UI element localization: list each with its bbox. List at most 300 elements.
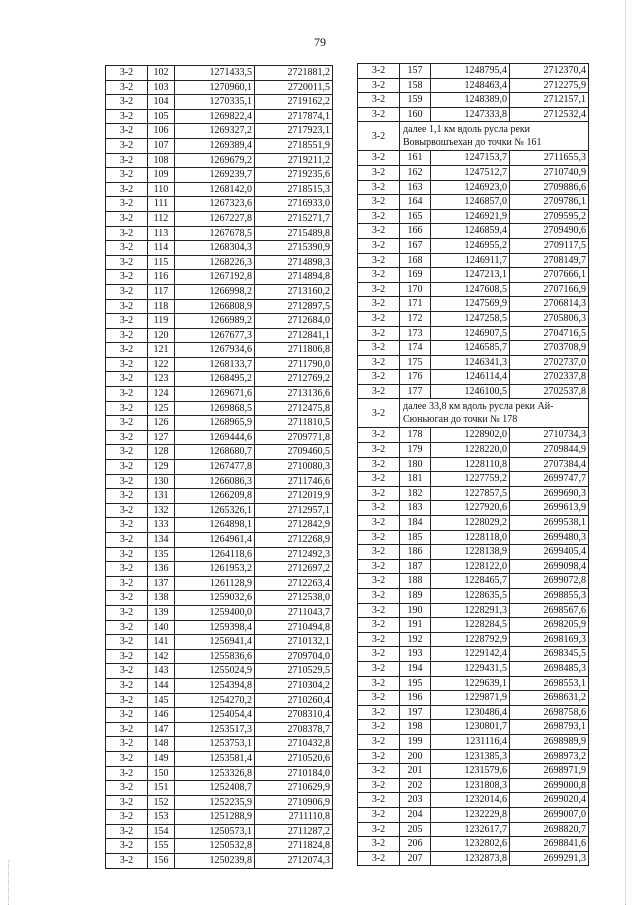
table-cell: 166 <box>400 224 431 239</box>
table-cell: 157 <box>400 64 431 79</box>
table-row <box>358 195 589 210</box>
table-row <box>106 751 333 766</box>
table-cell: 2710184,0 <box>255 766 333 781</box>
table-cell: 3-2 <box>106 722 148 737</box>
table-cell: 152 <box>148 795 175 810</box>
table-cell: 2698169,3 <box>510 632 589 647</box>
table-cell: 3-2 <box>358 764 400 779</box>
table-row <box>358 107 589 122</box>
table-cell: 2712263,4 <box>255 576 333 591</box>
table-cell: 3-2 <box>106 620 148 635</box>
table-cell: 3-2 <box>358 311 400 326</box>
table-cell: 3-2 <box>358 326 400 341</box>
table-cell: 1228110,8 <box>431 457 510 472</box>
table-row <box>106 781 333 796</box>
table-cell: 3-2 <box>358 749 400 764</box>
table-cell: 2709886,6 <box>510 180 589 195</box>
table-row <box>106 605 333 620</box>
table-cell: 109 <box>148 168 175 183</box>
table-cell: 2711655,3 <box>510 151 589 166</box>
table-cell: 125 <box>148 401 175 416</box>
table-cell: 1247512,7 <box>431 165 510 180</box>
table-row <box>358 501 589 516</box>
table-cell: 1266808,9 <box>175 299 255 314</box>
table-row <box>106 241 333 256</box>
table-cell: 2712697,2 <box>255 562 333 577</box>
table-cell: 1247258,5 <box>431 311 510 326</box>
table-cell: 207 <box>400 851 431 866</box>
table-cell: 113 <box>148 226 175 241</box>
table-cell: 2713160,2 <box>255 284 333 299</box>
table-cell: 155 <box>148 839 175 854</box>
table-cell: 3-2 <box>106 518 148 533</box>
table-row <box>106 635 333 650</box>
table-cell: 2714894,8 <box>255 270 333 285</box>
table-cell: 3-2 <box>106 153 148 168</box>
table-cell: 3-2 <box>358 603 400 618</box>
table-cell: 3-2 <box>106 766 148 781</box>
table-cell: 3-2 <box>106 284 148 299</box>
table-row <box>358 574 589 589</box>
table-row <box>358 282 589 297</box>
table-row <box>106 576 333 591</box>
table-cell: 2699020,4 <box>510 793 589 808</box>
table-row <box>106 138 333 153</box>
table-cell: 1268133,7 <box>175 357 255 372</box>
table-row <box>358 457 589 472</box>
table-row <box>358 428 589 443</box>
table-cell: 3-2 <box>358 282 400 297</box>
table-row <box>106 343 333 358</box>
table-cell: 2698855,3 <box>510 589 589 604</box>
table-row <box>358 691 589 706</box>
table-cell: 2710734,3 <box>510 428 589 443</box>
table-cell: 200 <box>400 749 431 764</box>
table-cell: 3-2 <box>358 559 400 574</box>
table-cell: 174 <box>400 341 431 356</box>
table-cell: 158 <box>400 78 431 93</box>
table-cell: 2718551,9 <box>255 138 333 153</box>
table-cell: 1264961,4 <box>175 533 255 548</box>
table-cell: 3-2 <box>358 734 400 749</box>
table-row <box>106 810 333 825</box>
table-cell: 1255024,9 <box>175 664 255 679</box>
table-cell: 2702337,8 <box>510 370 589 385</box>
table-cell: 1228138,9 <box>431 545 510 560</box>
table-cell: 148 <box>148 737 175 752</box>
table-cell: 2712475,8 <box>255 401 333 416</box>
table-row <box>358 486 589 501</box>
table-cell: 1259032,6 <box>175 591 255 606</box>
right-table-body <box>358 64 589 866</box>
table-cell: 1227759,2 <box>431 472 510 487</box>
table-cell: 1247213,1 <box>431 268 510 283</box>
table-cell: 105 <box>148 109 175 124</box>
table-cell: 169 <box>400 268 431 283</box>
table-cell: 3-2 <box>358 209 400 224</box>
table-cell: 3-2 <box>106 255 148 270</box>
left-coordinates-table <box>105 65 333 869</box>
table-cell: 159 <box>400 93 431 108</box>
table-cell: 170 <box>400 282 431 297</box>
table-cell: 3-2 <box>106 576 148 591</box>
table-cell: 122 <box>148 357 175 372</box>
table-row <box>358 443 589 458</box>
table-row <box>358 355 589 370</box>
table-cell: 2721881,2 <box>255 66 333 81</box>
table-cell: 118 <box>148 299 175 314</box>
table-cell: 2708378,7 <box>255 722 333 737</box>
table-cell: 2699098,4 <box>510 559 589 574</box>
table-cell: 187 <box>400 559 431 574</box>
table-cell: 102 <box>148 66 175 81</box>
table-cell: 3-2 <box>358 837 400 852</box>
table-cell: 2709844,9 <box>510 443 589 458</box>
table-cell: 1247333,8 <box>431 107 510 122</box>
table-cell: 1253517,3 <box>175 722 255 737</box>
table-cell: 2709786,1 <box>510 195 589 210</box>
table-row <box>358 793 589 808</box>
table-cell: 1247153,7 <box>431 151 510 166</box>
table-cell: 3-2 <box>358 268 400 283</box>
table-row <box>106 197 333 212</box>
table-row <box>106 226 333 241</box>
table-row <box>106 95 333 110</box>
table-cell: 2715489,8 <box>255 226 333 241</box>
table-cell: 184 <box>400 516 431 531</box>
table-cell: 1232014,6 <box>431 793 510 808</box>
table-row <box>358 837 589 852</box>
table-cell: 2710740,9 <box>510 165 589 180</box>
table-row <box>358 764 589 779</box>
table-row <box>106 518 333 533</box>
table-cell: 1228122,0 <box>431 559 510 574</box>
table-cell: 2699690,3 <box>510 486 589 501</box>
table-cell: 1246955,2 <box>431 238 510 253</box>
table-cell: 1246921,9 <box>431 209 510 224</box>
table-cell: 3-2 <box>106 109 148 124</box>
table-cell: 1250573,1 <box>175 824 255 839</box>
table-cell: 131 <box>148 489 175 504</box>
table-cell: 1246859,4 <box>431 224 510 239</box>
table-cell: 3-2 <box>358 851 400 866</box>
table-cell: 3-2 <box>106 795 148 810</box>
table-cell: 1253753,1 <box>175 737 255 752</box>
table-cell: 3-2 <box>106 314 148 329</box>
table-cell: 2709460,5 <box>255 445 333 460</box>
table-row <box>106 460 333 475</box>
table-cell: 154 <box>148 824 175 839</box>
table-cell: 165 <box>400 209 431 224</box>
table-cell: 144 <box>148 678 175 693</box>
table-cell: 1266209,8 <box>175 489 255 504</box>
table-cell: 3-2 <box>358 807 400 822</box>
table-row <box>358 297 589 312</box>
table-row <box>106 824 333 839</box>
table-cell: 2698567,6 <box>510 603 589 618</box>
table-cell: 1268226,3 <box>175 255 255 270</box>
table-cell: 1254394,8 <box>175 678 255 693</box>
table-row <box>358 559 589 574</box>
table-cell: 1270960,1 <box>175 80 255 95</box>
table-cell: 2717874,1 <box>255 109 333 124</box>
table-cell: 2712492,3 <box>255 547 333 562</box>
table-cell: 198 <box>400 720 431 735</box>
table-cell: 1268142,0 <box>175 182 255 197</box>
table-cell: 2720011,5 <box>255 80 333 95</box>
table-cell: 3-2 <box>358 399 400 428</box>
table-cell: 2712897,5 <box>255 299 333 314</box>
table-cell: 2710494,8 <box>255 620 333 635</box>
table-cell: 134 <box>148 533 175 548</box>
table-cell: 3-2 <box>106 343 148 358</box>
table-cell: 2719235,6 <box>255 168 333 183</box>
table-row <box>358 778 589 793</box>
table-cell: 3-2 <box>106 489 148 504</box>
table-cell: 3-2 <box>358 238 400 253</box>
table-cell: 128 <box>148 445 175 460</box>
table-cell: 2698631,2 <box>510 691 589 706</box>
table-cell: 153 <box>148 810 175 825</box>
table-cell: 1231579,6 <box>431 764 510 779</box>
table-cell: 1259400,0 <box>175 605 255 620</box>
table-cell: 1246911,7 <box>431 253 510 268</box>
table-row <box>106 620 333 635</box>
table-row <box>358 661 589 676</box>
table-cell: 149 <box>148 751 175 766</box>
river-segment-note: далее 1,1 км вдоль русла реки Вовырвошъехан до точки № 161 <box>400 122 589 151</box>
table-cell: 1232617,7 <box>431 822 510 837</box>
table-cell: 1267227,8 <box>175 211 255 226</box>
table-row <box>358 93 589 108</box>
table-cell: 161 <box>400 151 431 166</box>
table-cell: 3-2 <box>106 182 148 197</box>
table-cell: 103 <box>148 80 175 95</box>
table-cell: 2719211,2 <box>255 153 333 168</box>
table-cell: 2710132,1 <box>255 635 333 650</box>
table-cell: 115 <box>148 255 175 270</box>
table-cell: 1228029,2 <box>431 516 510 531</box>
table-cell: 3-2 <box>106 138 148 153</box>
table-cell: 3-2 <box>358 195 400 210</box>
table-row <box>106 693 333 708</box>
table-row <box>106 708 333 723</box>
table-row <box>106 153 333 168</box>
table-cell: 3-2 <box>106 372 148 387</box>
table-cell: 2698485,3 <box>510 661 589 676</box>
table-cell: 1253326,8 <box>175 766 255 781</box>
table-cell: 1259398,4 <box>175 620 255 635</box>
table-cell: 175 <box>400 355 431 370</box>
table-cell: 3-2 <box>358 224 400 239</box>
table-cell: 1261128,9 <box>175 576 255 591</box>
table-row <box>106 255 333 270</box>
table-row <box>358 78 589 93</box>
table-cell: 1266998,2 <box>175 284 255 299</box>
table-row <box>358 326 589 341</box>
table-cell: 3-2 <box>106 547 148 562</box>
table-cell: 3-2 <box>106 387 148 402</box>
table-row <box>358 589 589 604</box>
table-cell: 3-2 <box>358 253 400 268</box>
table-cell: 3-2 <box>358 341 400 356</box>
table-cell: 2712538,0 <box>255 591 333 606</box>
table-cell: 2710080,3 <box>255 460 333 475</box>
table-row <box>106 766 333 781</box>
table-cell: 1267934,6 <box>175 343 255 358</box>
table-row <box>106 124 333 139</box>
table-cell: 151 <box>148 781 175 796</box>
table-cell: 1265326,1 <box>175 503 255 518</box>
table-cell: 2709595,2 <box>510 209 589 224</box>
table-cell: 1229639,1 <box>431 676 510 691</box>
table-cell: 1256941,4 <box>175 635 255 650</box>
table-cell: 160 <box>400 107 431 122</box>
table-cell: 3-2 <box>358 705 400 720</box>
table-cell: 1269389,4 <box>175 138 255 153</box>
table-cell: 1247569,9 <box>431 297 510 312</box>
table-cell: 2713136,6 <box>255 387 333 402</box>
table-cell: 2712370,4 <box>510 64 589 79</box>
table-cell: 3-2 <box>106 211 148 226</box>
table-cell: 1246857,0 <box>431 195 510 210</box>
table-cell: 189 <box>400 589 431 604</box>
table-cell: 180 <box>400 457 431 472</box>
table-row <box>358 720 589 735</box>
table-cell: 1271433,5 <box>175 66 255 81</box>
table-cell: 186 <box>400 545 431 560</box>
table-cell: 1232229,8 <box>431 807 510 822</box>
table-row <box>358 530 589 545</box>
table-row <box>106 547 333 562</box>
table-cell: 179 <box>400 443 431 458</box>
table-cell: 1268680,7 <box>175 445 255 460</box>
table-cell: 3-2 <box>106 66 148 81</box>
table-cell: 1248463,4 <box>431 78 510 93</box>
table-cell: 2699072,8 <box>510 574 589 589</box>
table-cell: 195 <box>400 676 431 691</box>
table-cell: 176 <box>400 370 431 385</box>
table-cell: 2716933,0 <box>255 197 333 212</box>
table-cell: 3-2 <box>358 501 400 516</box>
table-cell: 2698553,1 <box>510 676 589 691</box>
table-row <box>358 851 589 866</box>
table-cell: 183 <box>400 501 431 516</box>
table-cell: 3-2 <box>358 486 400 501</box>
table-cell: 3-2 <box>106 693 148 708</box>
table-cell: 3-2 <box>106 416 148 431</box>
table-cell: 1269868,5 <box>175 401 255 416</box>
table-cell: 3-2 <box>358 122 400 151</box>
table-cell: 3-2 <box>106 328 148 343</box>
table-row <box>358 749 589 764</box>
table-cell: 2702537,8 <box>510 384 589 399</box>
table-cell: 3-2 <box>106 708 148 723</box>
table-cell: 2709704,0 <box>255 649 333 664</box>
table-cell: 1228284,5 <box>431 618 510 633</box>
table-cell: 1268304,3 <box>175 241 255 256</box>
table-cell: 1247608,5 <box>431 282 510 297</box>
table-cell: 127 <box>148 430 175 445</box>
table-cell: 3-2 <box>106 678 148 693</box>
table-cell: 1230801,7 <box>431 720 510 735</box>
table-cell: 3-2 <box>358 355 400 370</box>
table-cell: 1266086,3 <box>175 474 255 489</box>
table-cell: 163 <box>400 180 431 195</box>
table-cell: 206 <box>400 837 431 852</box>
table-cell: 1267677,3 <box>175 328 255 343</box>
table-cell: 1246341,3 <box>431 355 510 370</box>
table-cell: 3-2 <box>106 270 148 285</box>
table-cell: 2712841,1 <box>255 328 333 343</box>
table-cell: 1261953,2 <box>175 562 255 577</box>
table-cell: 1227857,5 <box>431 486 510 501</box>
table-cell: 202 <box>400 778 431 793</box>
table-cell: 3-2 <box>106 810 148 825</box>
table-cell: 177 <box>400 384 431 399</box>
table-cell: 1269671,6 <box>175 387 255 402</box>
table-cell: 139 <box>148 605 175 620</box>
table-cell: 2712532,4 <box>510 107 589 122</box>
table-cell: 193 <box>400 647 431 662</box>
table-cell: 114 <box>148 241 175 256</box>
table-cell: 172 <box>400 311 431 326</box>
table-cell: 2698989,9 <box>510 734 589 749</box>
table-cell: 120 <box>148 328 175 343</box>
table-cell: 3-2 <box>358 78 400 93</box>
table-row <box>106 489 333 504</box>
table-cell: 190 <box>400 603 431 618</box>
table-row <box>358 647 589 662</box>
table-cell: 3-2 <box>358 778 400 793</box>
table-row <box>358 341 589 356</box>
table-row <box>106 80 333 95</box>
table-cell: 197 <box>400 705 431 720</box>
table-cell: 1229871,9 <box>431 691 510 706</box>
table-cell: 1269444,6 <box>175 430 255 445</box>
table-cell: 2710432,8 <box>255 737 333 752</box>
table-row <box>106 357 333 372</box>
table-cell: 104 <box>148 95 175 110</box>
table-cell: 173 <box>400 326 431 341</box>
table-cell: 3-2 <box>106 80 148 95</box>
table-cell: 1228465,7 <box>431 574 510 589</box>
table-cell: 135 <box>148 547 175 562</box>
table-cell: 129 <box>148 460 175 475</box>
table-cell: 147 <box>148 722 175 737</box>
table-cell: 2710304,2 <box>255 678 333 693</box>
table-row <box>106 299 333 314</box>
table-row <box>106 270 333 285</box>
right-coordinates-table <box>357 63 589 866</box>
table-row <box>106 678 333 693</box>
table-cell: 2712157,1 <box>510 93 589 108</box>
table-cell: 2699291,3 <box>510 851 589 866</box>
table-cell: 143 <box>148 664 175 679</box>
table-row <box>106 562 333 577</box>
table-cell: 110 <box>148 182 175 197</box>
table-cell: 142 <box>148 649 175 664</box>
table-row <box>106 839 333 854</box>
table-cell: 2712684,0 <box>255 314 333 329</box>
table-cell: 2711110,8 <box>255 810 333 825</box>
table-cell: 2699405,4 <box>510 545 589 560</box>
table-cell: 2712769,2 <box>255 372 333 387</box>
table-cell: 121 <box>148 343 175 358</box>
table-cell: 3-2 <box>106 430 148 445</box>
table-cell: 2702737,0 <box>510 355 589 370</box>
table-cell: 3-2 <box>106 299 148 314</box>
